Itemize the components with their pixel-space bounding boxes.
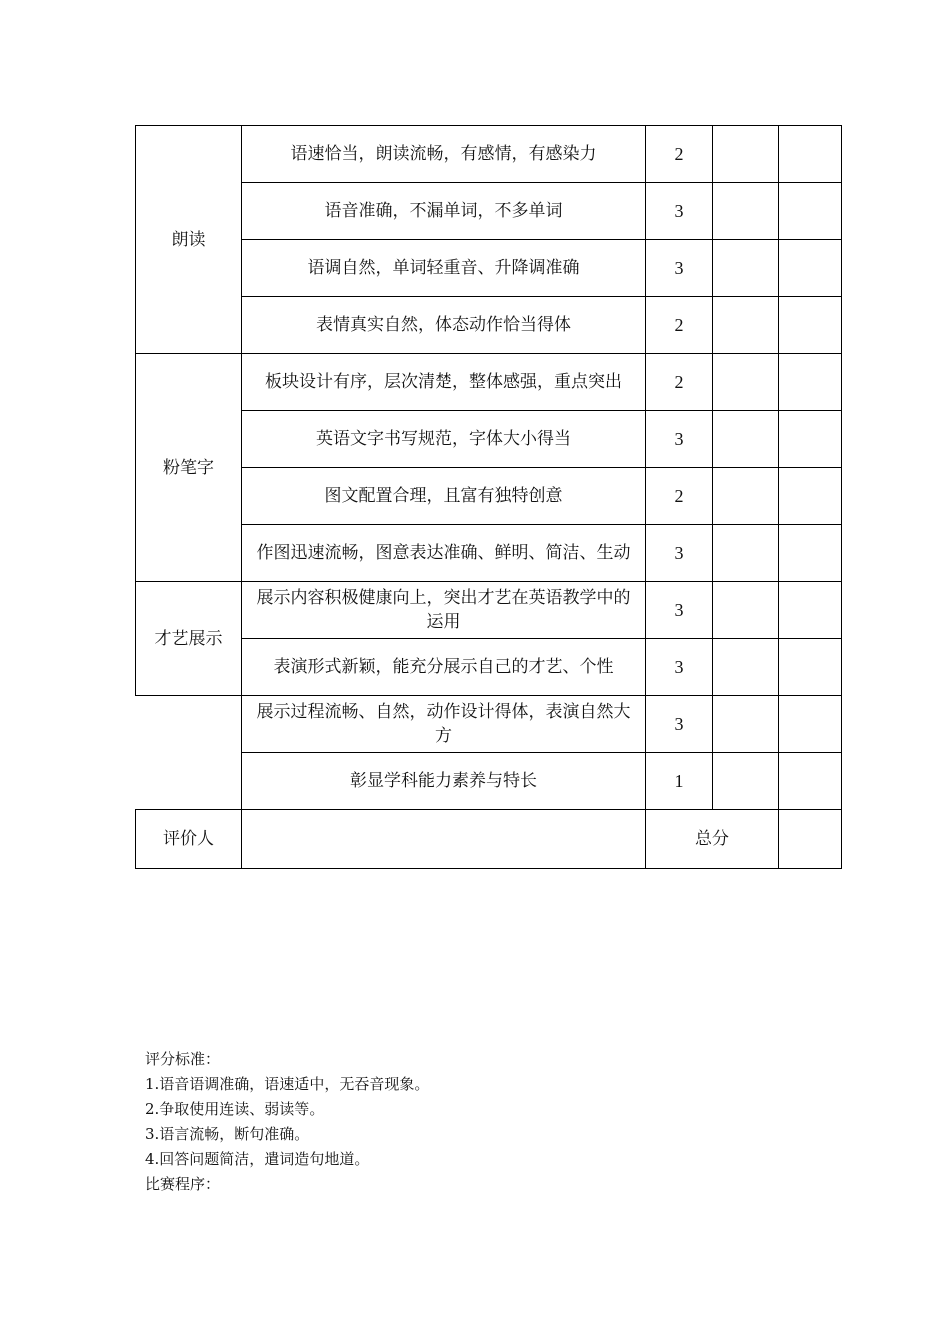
total-label: 总分	[646, 810, 779, 869]
remark-entry-cell[interactable]	[779, 411, 842, 468]
remark-entry-cell[interactable]	[779, 582, 842, 639]
score-entry-cell[interactable]	[713, 183, 779, 240]
table-row	[136, 525, 842, 582]
max-score-cell: 3	[646, 582, 713, 639]
criterion-cell: 展示过程流畅、自然，动作设计得体，表演自然大方	[242, 696, 646, 753]
score-entry-cell[interactable]	[713, 468, 779, 525]
remark-entry-cell[interactable]	[779, 297, 842, 354]
max-score-cell: 3	[646, 696, 713, 753]
category-cell-empty	[136, 696, 242, 810]
remark-entry-cell[interactable]	[779, 696, 842, 753]
evaluator-entry-cell[interactable]	[242, 810, 646, 869]
scoring-table	[135, 125, 842, 869]
notes-item: 3.语言流畅，断句准确。	[145, 1125, 310, 1143]
max-score-cell: 3	[646, 525, 713, 582]
max-score-cell: 3	[646, 183, 713, 240]
max-score-cell: 2	[646, 126, 713, 183]
score-entry-cell[interactable]	[713, 639, 779, 696]
criterion-cell: 英语文字书写规范，字体大小得当	[242, 411, 646, 468]
notes-heading: 评分标准：	[145, 1050, 221, 1068]
remark-entry-cell[interactable]	[779, 468, 842, 525]
criterion-cell: 展示内容积极健康向上，突出才艺在英语教学中的运用	[242, 582, 646, 639]
category-cell: 朗读	[136, 126, 242, 354]
remark-entry-cell[interactable]	[779, 354, 842, 411]
max-score-cell: 2	[646, 354, 713, 411]
score-entry-cell[interactable]	[713, 354, 779, 411]
table-row	[136, 639, 842, 696]
table-row	[136, 411, 842, 468]
table-row	[136, 183, 842, 240]
notes-item: 2.争取使用连读、弱读等。	[145, 1100, 325, 1118]
table-row	[136, 354, 842, 411]
max-score-cell: 3	[646, 411, 713, 468]
table-row	[136, 753, 842, 810]
criterion-cell: 表情真实自然，体态动作恰当得体	[242, 297, 646, 354]
score-entry-cell[interactable]	[713, 126, 779, 183]
criterion-cell: 作图迅速流畅，图意表达准确、鲜明、简洁、生动	[242, 525, 646, 582]
max-score-cell: 2	[646, 297, 713, 354]
remark-entry-cell[interactable]	[779, 240, 842, 297]
score-entry-cell[interactable]	[713, 753, 779, 810]
max-score-cell: 2	[646, 468, 713, 525]
max-score-cell: 1	[646, 753, 713, 810]
scoring-notes	[145, 1047, 429, 1197]
table-footer-row	[136, 810, 842, 869]
max-score-cell: 3	[646, 240, 713, 297]
category-cell: 才艺展示	[136, 582, 242, 696]
table-row	[136, 468, 842, 525]
score-entry-cell[interactable]	[713, 411, 779, 468]
remark-entry-cell[interactable]	[779, 183, 842, 240]
table-row	[136, 696, 842, 753]
criterion-cell: 彰显学科能力素养与特长	[242, 753, 646, 810]
score-entry-cell[interactable]	[713, 582, 779, 639]
score-entry-cell[interactable]	[713, 297, 779, 354]
remark-entry-cell[interactable]	[779, 639, 842, 696]
criterion-cell: 语速恰当，朗读流畅，有感情，有感染力	[242, 126, 646, 183]
score-entry-cell[interactable]	[713, 696, 779, 753]
evaluator-label: 评价人	[136, 810, 242, 869]
score-entry-cell[interactable]	[713, 240, 779, 297]
criterion-cell: 板块设计有序，层次清楚，整体感强，重点突出	[242, 354, 646, 411]
remark-entry-cell[interactable]	[779, 525, 842, 582]
table-row	[136, 582, 842, 639]
criterion-cell: 图文配置合理，且富有独特创意	[242, 468, 646, 525]
remark-entry-cell[interactable]	[779, 753, 842, 810]
notes-item: 4.回答问题简洁，遣词造句地道。	[145, 1150, 370, 1168]
criterion-cell: 语音准确，不漏单词，不多单词	[242, 183, 646, 240]
table-row	[136, 240, 842, 297]
table-row	[136, 126, 842, 183]
criterion-cell: 表演形式新颖，能充分展示自己的才艺、个性	[242, 639, 646, 696]
notes-item: 1.语音语调准确，语速适中，无吞音现象。	[145, 1075, 430, 1093]
total-entry-cell[interactable]	[779, 810, 842, 869]
max-score-cell: 3	[646, 639, 713, 696]
remark-entry-cell[interactable]	[779, 126, 842, 183]
score-entry-cell[interactable]	[713, 525, 779, 582]
table-row	[136, 297, 842, 354]
program-heading: 比赛程序：	[145, 1175, 221, 1193]
criterion-cell: 语调自然，单词轻重音、升降调准确	[242, 240, 646, 297]
category-cell: 粉笔字	[136, 354, 242, 582]
